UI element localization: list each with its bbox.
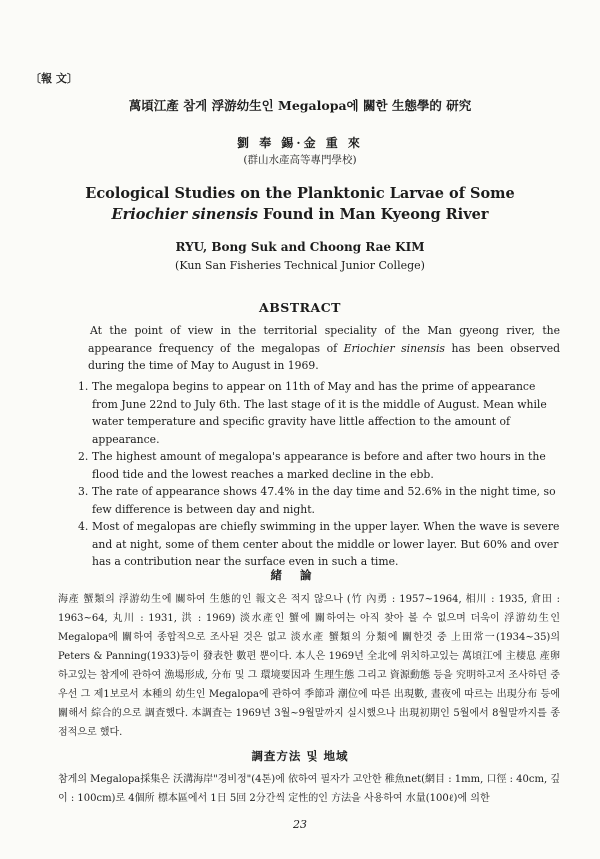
english-authors: RYU, Bong Suk and Choong Rae KIM bbox=[175, 240, 425, 254]
abstract-finding bbox=[78, 483, 562, 518]
section-label: 〔報 文〕 bbox=[30, 72, 78, 85]
korean-affiliation: (群山水產高等專門學校) bbox=[243, 154, 357, 166]
finding-text: The megalopa begins to appear on 11th of May and has the prime of appearance from June 22nd to July 6th. The last stage of it is the middle of August. Mean while water temperature and specific gravity have little affection to the amount of appearance. bbox=[92, 380, 547, 446]
korean-authors: 劉 奉 錫·金 重 來 bbox=[237, 136, 363, 150]
methods-heading: 調査方法 및 地域 bbox=[251, 749, 349, 763]
introduction-body: 海產 蟹類의 浮游幼生에 關하여 生態的인 報文은 적지 않으나 (竹 內勇 : 1957~1964, 相川 : 1935, 倉田 : 1963~64, 丸川 : 1931, 洪 : 1969) 淡水產인 蟹에 關하여는 아직 찾아 볼 수 없으며 더욱이 浮游幼生인 Megalopa에 關하여 종합적으로 조사된 것은 없고 淡水產 蟹類의 分類에 關한것 중 上田常一(1934~35)의 Peters & Panning(1933)등이 發表한 數편 뿐이다. 本人은 1969년 全北에 위치하고있는 萬頃江에 主棲息 產卵하고있는 참게에 관하여 漁場形成, 分布 및 그 環境要因과 生理生態 그리고 資源動態 등을 究明하고저 조사하던 중 우선 그 제1보로서 本種의 幼生인 Megalopa에 관하여 季節과 潮位에 따른 出現數, 晝夜에 따르는 出現分布 등에 關해서 綜合的으로 調査했다. 本調査는 1969년 3월~9월말까지 실시했으나 出現初期인 5월에서 8월말까지를 종점적으로 했다. bbox=[58, 594, 560, 738]
english-title bbox=[0, 183, 600, 225]
introduction-heading: 緒論 bbox=[270, 568, 330, 582]
methods-body: 참게의 Megalopa採集은 沃溝海岸"경비정"(4톤)에 依하여 필자가 고안한 稚魚net(網目 : 1mm, 口徑 : 40cm, 깊이 : 100cm)로 4個所 標本區에서 1日 5回 2分간씩 定性的인 方法을 사용하여 水量(100ℓ)에 의한 bbox=[58, 774, 560, 804]
korean-title: 萬頃江產 참게 浮游幼生인 Megalopa에 關한 生態學的 研究 bbox=[128, 98, 472, 113]
finding-text: The rate of appearance shows 47.4% in the day time and 52.6% in the night time, so few difference is between day and night. bbox=[92, 485, 556, 516]
abstract-intro-b: has been observed during the time of May to August in 1969. bbox=[88, 341, 561, 372]
finding-text: Most of megalopas are chiefly swimming in the upper layer. When the wave is severe and at night, some of them center about the middle or lower layer. But 60% and over has a contribution near the surface even in such a time. bbox=[92, 520, 560, 568]
page-number: 23 bbox=[293, 818, 307, 831]
abstract-intro-a: At the point of view in the territorial speciality of the Man gyeong river, the appearance frequency of the megalopas of bbox=[88, 324, 560, 355]
finding-text: The highest amount of megalopa's appearance is before and after two hours in the flood tide and the lowest reaches a marked decline in the ebb. bbox=[92, 450, 546, 481]
abstract-intro bbox=[88, 322, 560, 375]
finding-number: 4. bbox=[78, 520, 89, 533]
finding-number: 2. bbox=[78, 450, 89, 463]
abstract-finding bbox=[78, 518, 562, 571]
abstract-finding bbox=[78, 378, 562, 448]
english-title-line2-rest: Found in Man Kyeong River bbox=[258, 206, 489, 223]
english-title-line2 bbox=[0, 204, 600, 225]
finding-number: 1. bbox=[78, 380, 89, 393]
english-affiliation: (Kun San Fisheries Technical Junior College) bbox=[175, 259, 425, 272]
abstract-finding bbox=[78, 448, 562, 483]
abstract-heading: ABSTRACT bbox=[259, 300, 341, 315]
abstract-findings-list bbox=[78, 378, 562, 571]
finding-number: 3. bbox=[78, 485, 89, 498]
english-title-line1: Ecological Studies on the Planktonic Larvae of Some bbox=[85, 185, 515, 202]
english-title-species: Eriochier sinensis bbox=[111, 206, 258, 223]
abstract-intro-species: Eriochier sinensis bbox=[343, 341, 445, 355]
